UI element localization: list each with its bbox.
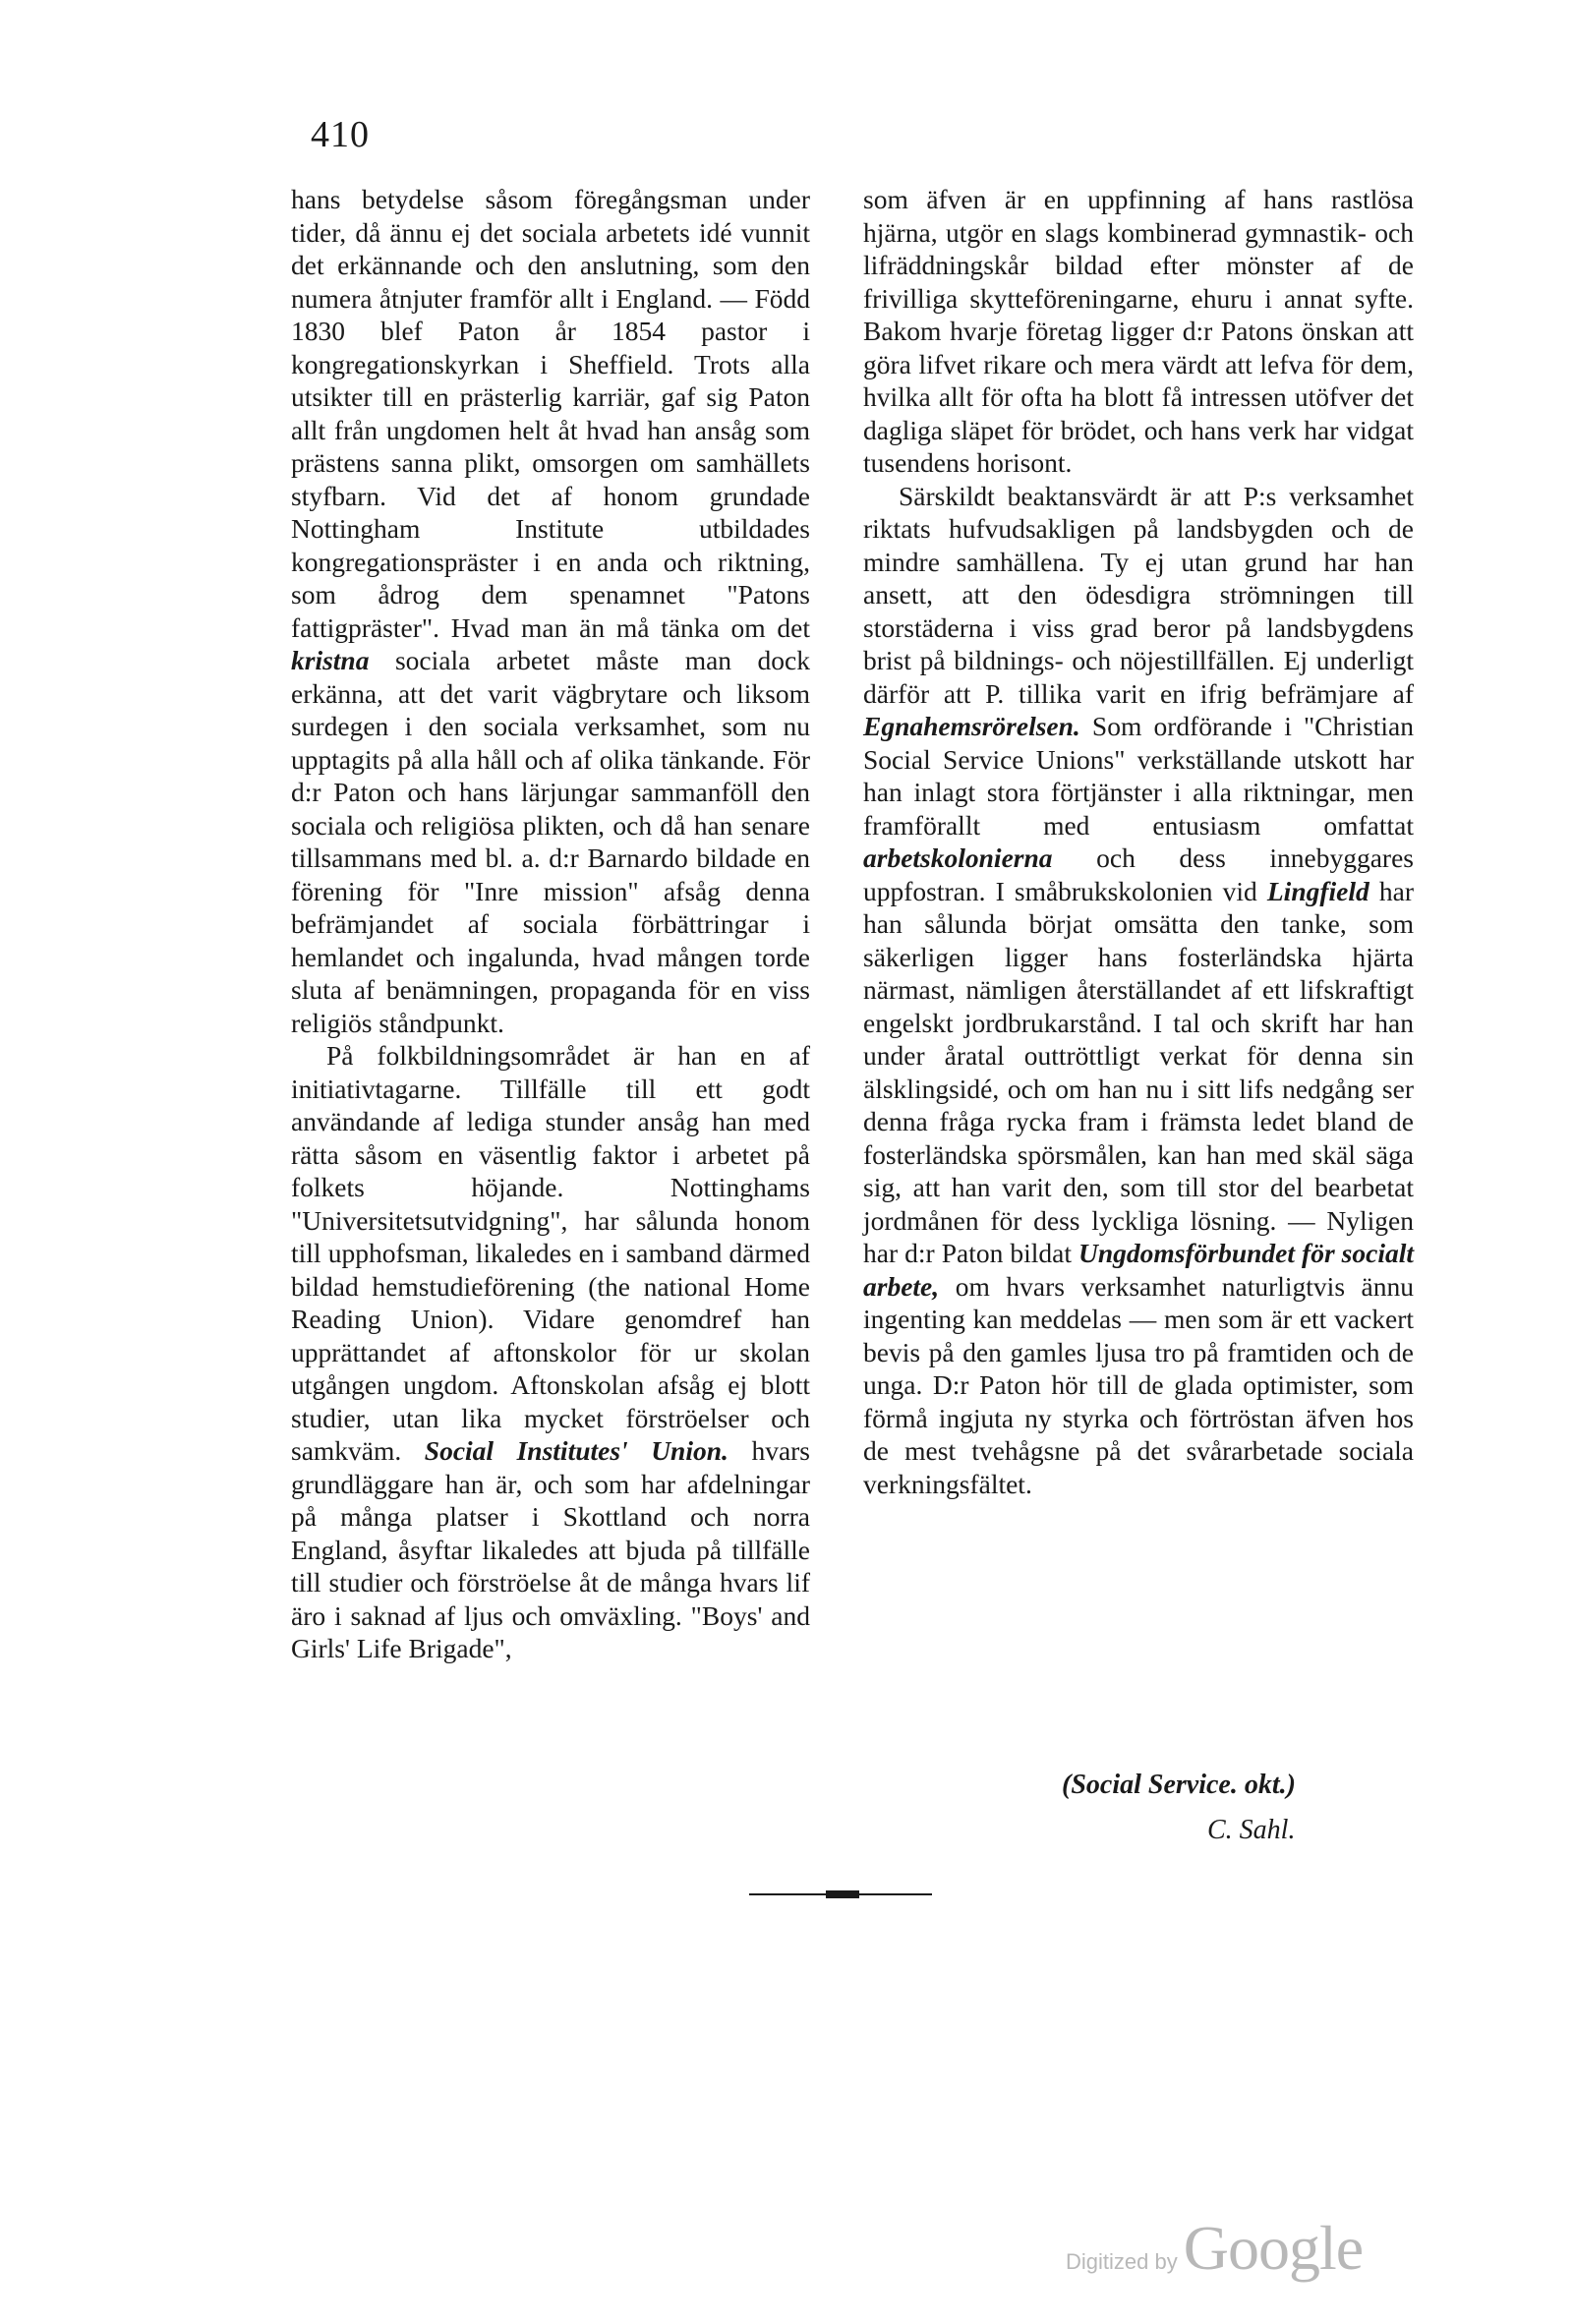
- text-run: Som ordförande i "Christian Social Service Unions" verkställande utskott har han inlagt stora förtjänster i alla riktningar, men framförallt med entusiasm omfattat: [863, 711, 1415, 841]
- section-divider-ornament: [826, 1890, 859, 1898]
- text-run: och dess innebyggares uppfostran. I småbrukskolonien vid: [863, 842, 1414, 906]
- right-paragraph-1: som äfven är en uppfinning af hans rastlösa hjärna, utgör en slags kombinerad gymnastik- och lifräddningskår bildad efter mönster af de frivilliga skytteföreningarne, ehuru i annat syfte. Bakom hvarje företag ligger d:r Patons önskan att göra lifvet rikare och mera värdt att lefva för dem, hvilka allt för ofta ha blott få intressen utöfver det dagliga släpet för brödet, och hans verk har vidgat tusendens horisont.: [863, 184, 1414, 478]
- emphasis-text: kristna: [291, 645, 370, 675]
- text-run: har han sålunda börjat omsätta den tanke, som säkerligen ligger hans fosterländska hjärta närmast, nämligen återställandet af ett lifskraftigt engelskt jordbrukarstånd. I tal och skrift har han under åratal outtröttligt verkat för denna sin älsklingsidé, och om han nu i sitt lifs nedgång ser denna fråga rycka fram i främsta ledet bland de fosterländska spörsmålen, kan han med skäl säga sig, att han varit den, som till stor del bearbetat jordmånen för dess lyckliga lösning. — Nyligen har d:r Paton bildat: [863, 875, 1414, 1268]
- text-run: På folkbildningsområdet är han en af initiativtagarne. Tillfälle till ett godt användande af lediga stunder ansåg han med rätta såsom en väsentlig faktor i arbetet på folkets höjande. Nottinghams "Universitetsutvidgning", har sålunda honom till upphofsman, likaledes en i samband därmed bildad hemstudieförening (the national Home Reading Union). Vidare genomdref han upprättandet af aftonskolor för ur skolan utgången ungdom. Aftonskolan afsåg ej blott studier, utan lika mycket förströelser och samkväm.: [291, 1040, 810, 1466]
- emphasis-text: Ungdomsförbundet för socialt arbete,: [863, 1238, 1414, 1302]
- text-run: hans betydelse såsom föregångsman under tider, då ännu ej det sociala arbetets idé vunnit det erkännande och den anslutning, som den numera åtnjuter framför allt i England. — Född 1830 blef Paton år 1854 pastor i kongregationskyrkan i Sheffield. Trots alla utsikter till en prästerlig karriär, gaf sig Paton allt från ungdomen helt åt hvad han ansåg som prästens sanna plikt, omsorgen om samhällets styfbarn. Vid det af honom grundade Nottingham Institute utbildades kongregationspräster i en anda och riktning, som ådrog dem spenamnet "Patons fattigpräster". Hvad man än må tänka om det: [291, 184, 810, 643]
- left-column: [291, 183, 810, 1665]
- emphasis-text: Egnahemsrörelsen.: [863, 711, 1080, 741]
- left-paragraph-2: [291, 1039, 810, 1665]
- emphasis-text: Lingfield: [1266, 875, 1369, 906]
- signature-author: C. Sahl.: [1207, 1815, 1296, 1845]
- page-number: 410: [311, 114, 370, 155]
- emphasis-text: Social Institutes' Union.: [424, 1435, 728, 1466]
- google-logo: Google: [1183, 2213, 1364, 2283]
- text-run: Särskildt beaktansvärdt är att P:s verksamhet riktats hufvudsakligen på landsbygden och de mindre samhällena. Ty ej utan grund har han ansett, att den ödesdigra strömningen till storstäderna i viss grad beror på landsbygdens brist på bildnings- och nöjestillfällen. Ej underligt därför att P. tillika varit en ifrig befrämjare af: [863, 480, 1414, 709]
- signature-source: (Social Service. okt.): [1062, 1770, 1296, 1800]
- text-run: om hvars verksamhet naturligtvis ännu ingenting kan meddelas — men som är ett vackert bevis på den gamles ljusa tro på framtiden och de unga. D:r Paton hör till de glada optimister, som förmå ingjuta ny styrka och förtröstan äfven hos de mest tvehågsne på det svårarbetade sociala verkningsfältet.: [863, 1270, 1415, 1499]
- emphasis-text: arbetskolonierna: [863, 842, 1053, 873]
- right-paragraph-2: [863, 480, 1414, 1501]
- text-run: sociala arbetet måste man dock erkänna, att det varit vägbrytare och liksom surdegen i den sociala verksamhet, som nu upptagits på alla håll och af olika tänkande. För d:r Paton och hans lärjungar sammanföll den sociala och religiösa plikten, och då han senare tillsammans med bl. a. d:r Barnardo bildade en förening för "Inre mission" afsåg denna befrämjandet af sociala förbättringar i hemlandet och ingalunda, hvad mången torde sluta af benämningen, propaganda för en viss religiös ståndpunkt.: [291, 645, 810, 1038]
- watermark-prefix: Digitized by: [1066, 2249, 1178, 2274]
- text-run: hvars grundläggare han är, och som har afdelningar på många platser i Skottland och norra England, åsyftar likaledes att bjuda på tillfälle till studier och förströelse åt de många hvars lif äro i saknad af ljus och omväxling. "Boys' and Girls' Life Brigade",: [291, 1435, 811, 1663]
- left-paragraph-1: [291, 183, 810, 1039]
- digitized-watermark: [1066, 2212, 1363, 2285]
- right-column: [863, 183, 1414, 1500]
